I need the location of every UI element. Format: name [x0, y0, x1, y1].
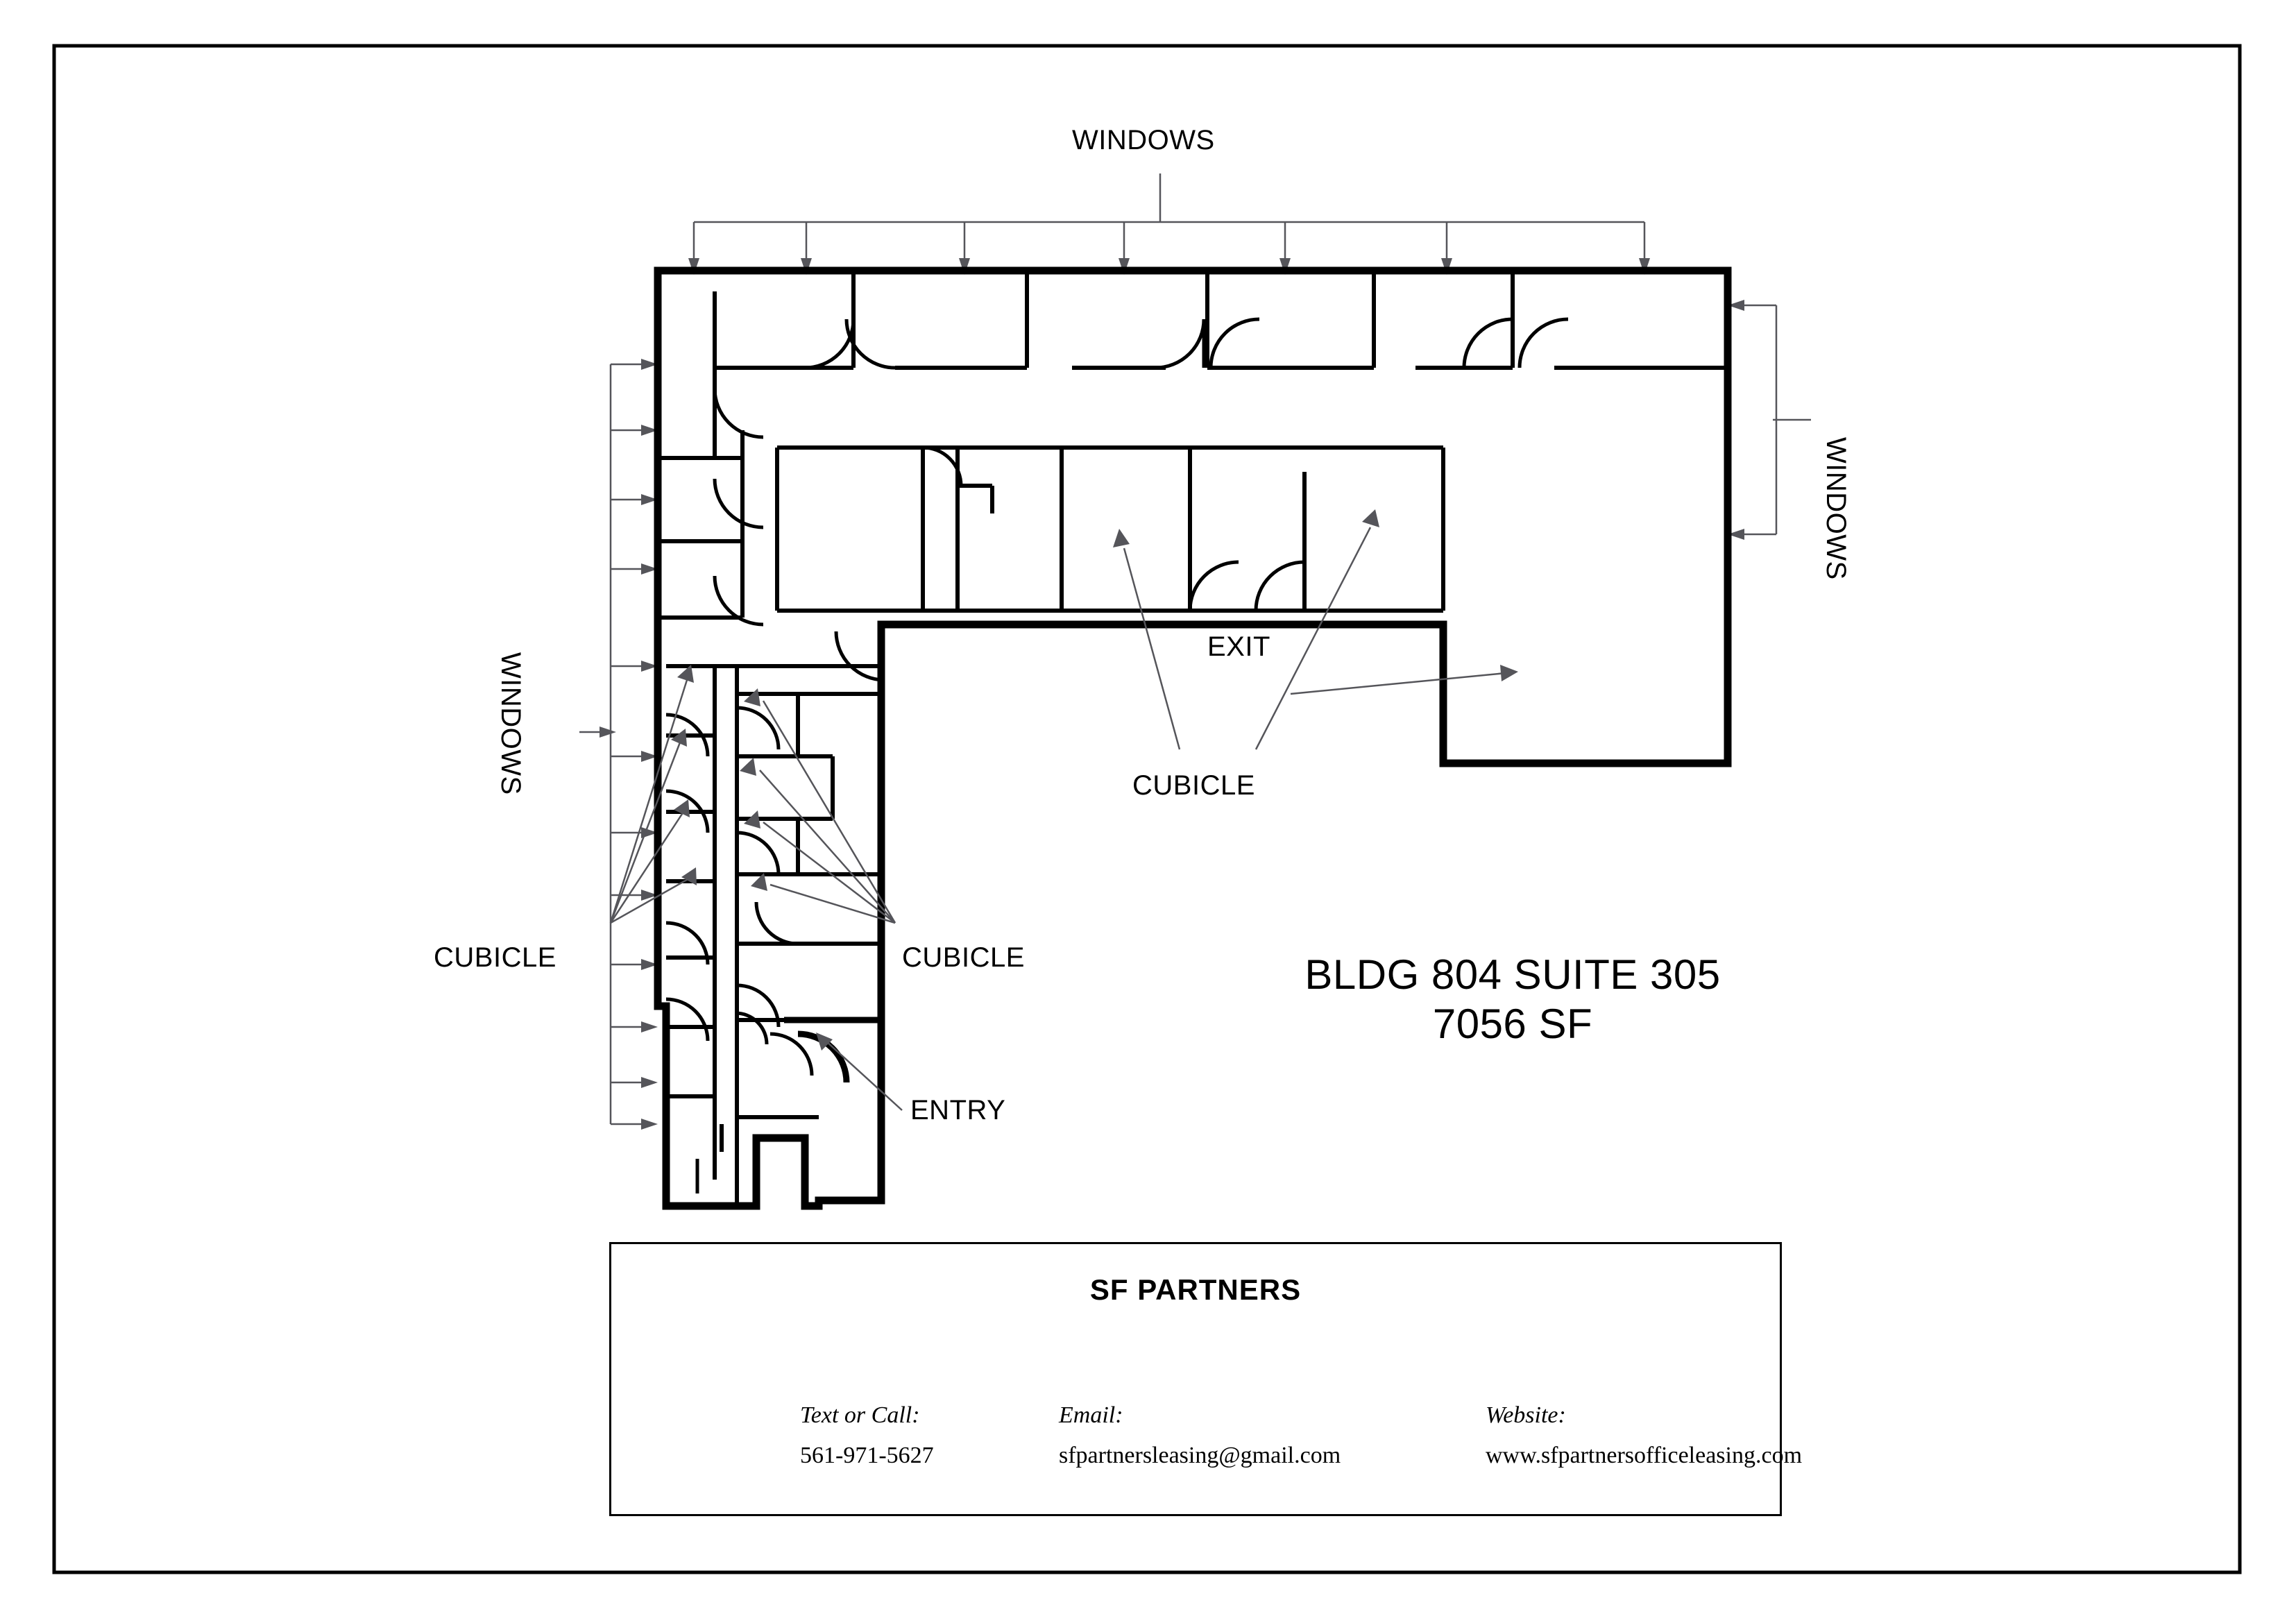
- label-entry: ENTRY: [910, 1095, 1006, 1125]
- label-cubicle-mid: CUBICLE: [902, 942, 1025, 973]
- windows-left-leaders: [579, 359, 658, 1130]
- contact-email-header: Email:: [1059, 1402, 1123, 1428]
- contact-phone-value[interactable]: 561-971-5627: [800, 1443, 934, 1468]
- top-offices-walls: [658, 271, 1728, 618]
- contact-column-email: [1059, 1402, 1341, 1469]
- door-swings-center: [923, 448, 1304, 611]
- windows-top-leaders: [688, 173, 1650, 275]
- suite-outline: [658, 271, 1728, 1206]
- contact-phone-header: Text or Call:: [800, 1402, 920, 1428]
- cubicle-center-leaders: [1113, 509, 1518, 749]
- windows-right-leaders: [1728, 300, 1811, 540]
- contact-card: [609, 1242, 1803, 1516]
- contact-column-website: [1486, 1402, 1802, 1469]
- entry-leader: [816, 1033, 902, 1110]
- cubicle-mid-leaders: [740, 688, 895, 923]
- label-exit: EXIT: [1207, 631, 1270, 662]
- company-name: SF PARTNERS: [1089, 1273, 1302, 1306]
- contact-website-header: Website:: [1486, 1402, 1566, 1428]
- label-windows-right: WINDOWS: [1821, 437, 1851, 580]
- suite-title-line-1: BLDG 804 SUITE 305: [1304, 951, 1721, 998]
- entry-notch: [784, 1020, 881, 1082]
- label-windows-left: WINDOWS: [495, 652, 526, 795]
- label-windows-top: WINDOWS: [1072, 125, 1215, 155]
- label-cubicle-left: CUBICLE: [434, 942, 556, 973]
- label-cubicle-center: CUBICLE: [1132, 770, 1255, 801]
- contact-website-value[interactable]: www.sfpartnersofficeleasing.com: [1486, 1443, 1803, 1468]
- suite-title-line-2: 7056 SF: [1432, 1000, 1593, 1047]
- suite-title: [1214, 951, 1811, 1049]
- contact-email-value[interactable]: sfpartnersleasing@gmail.com: [1059, 1443, 1341, 1468]
- center-rooms-walls: [777, 448, 1443, 611]
- contact-column-phone: [800, 1402, 934, 1469]
